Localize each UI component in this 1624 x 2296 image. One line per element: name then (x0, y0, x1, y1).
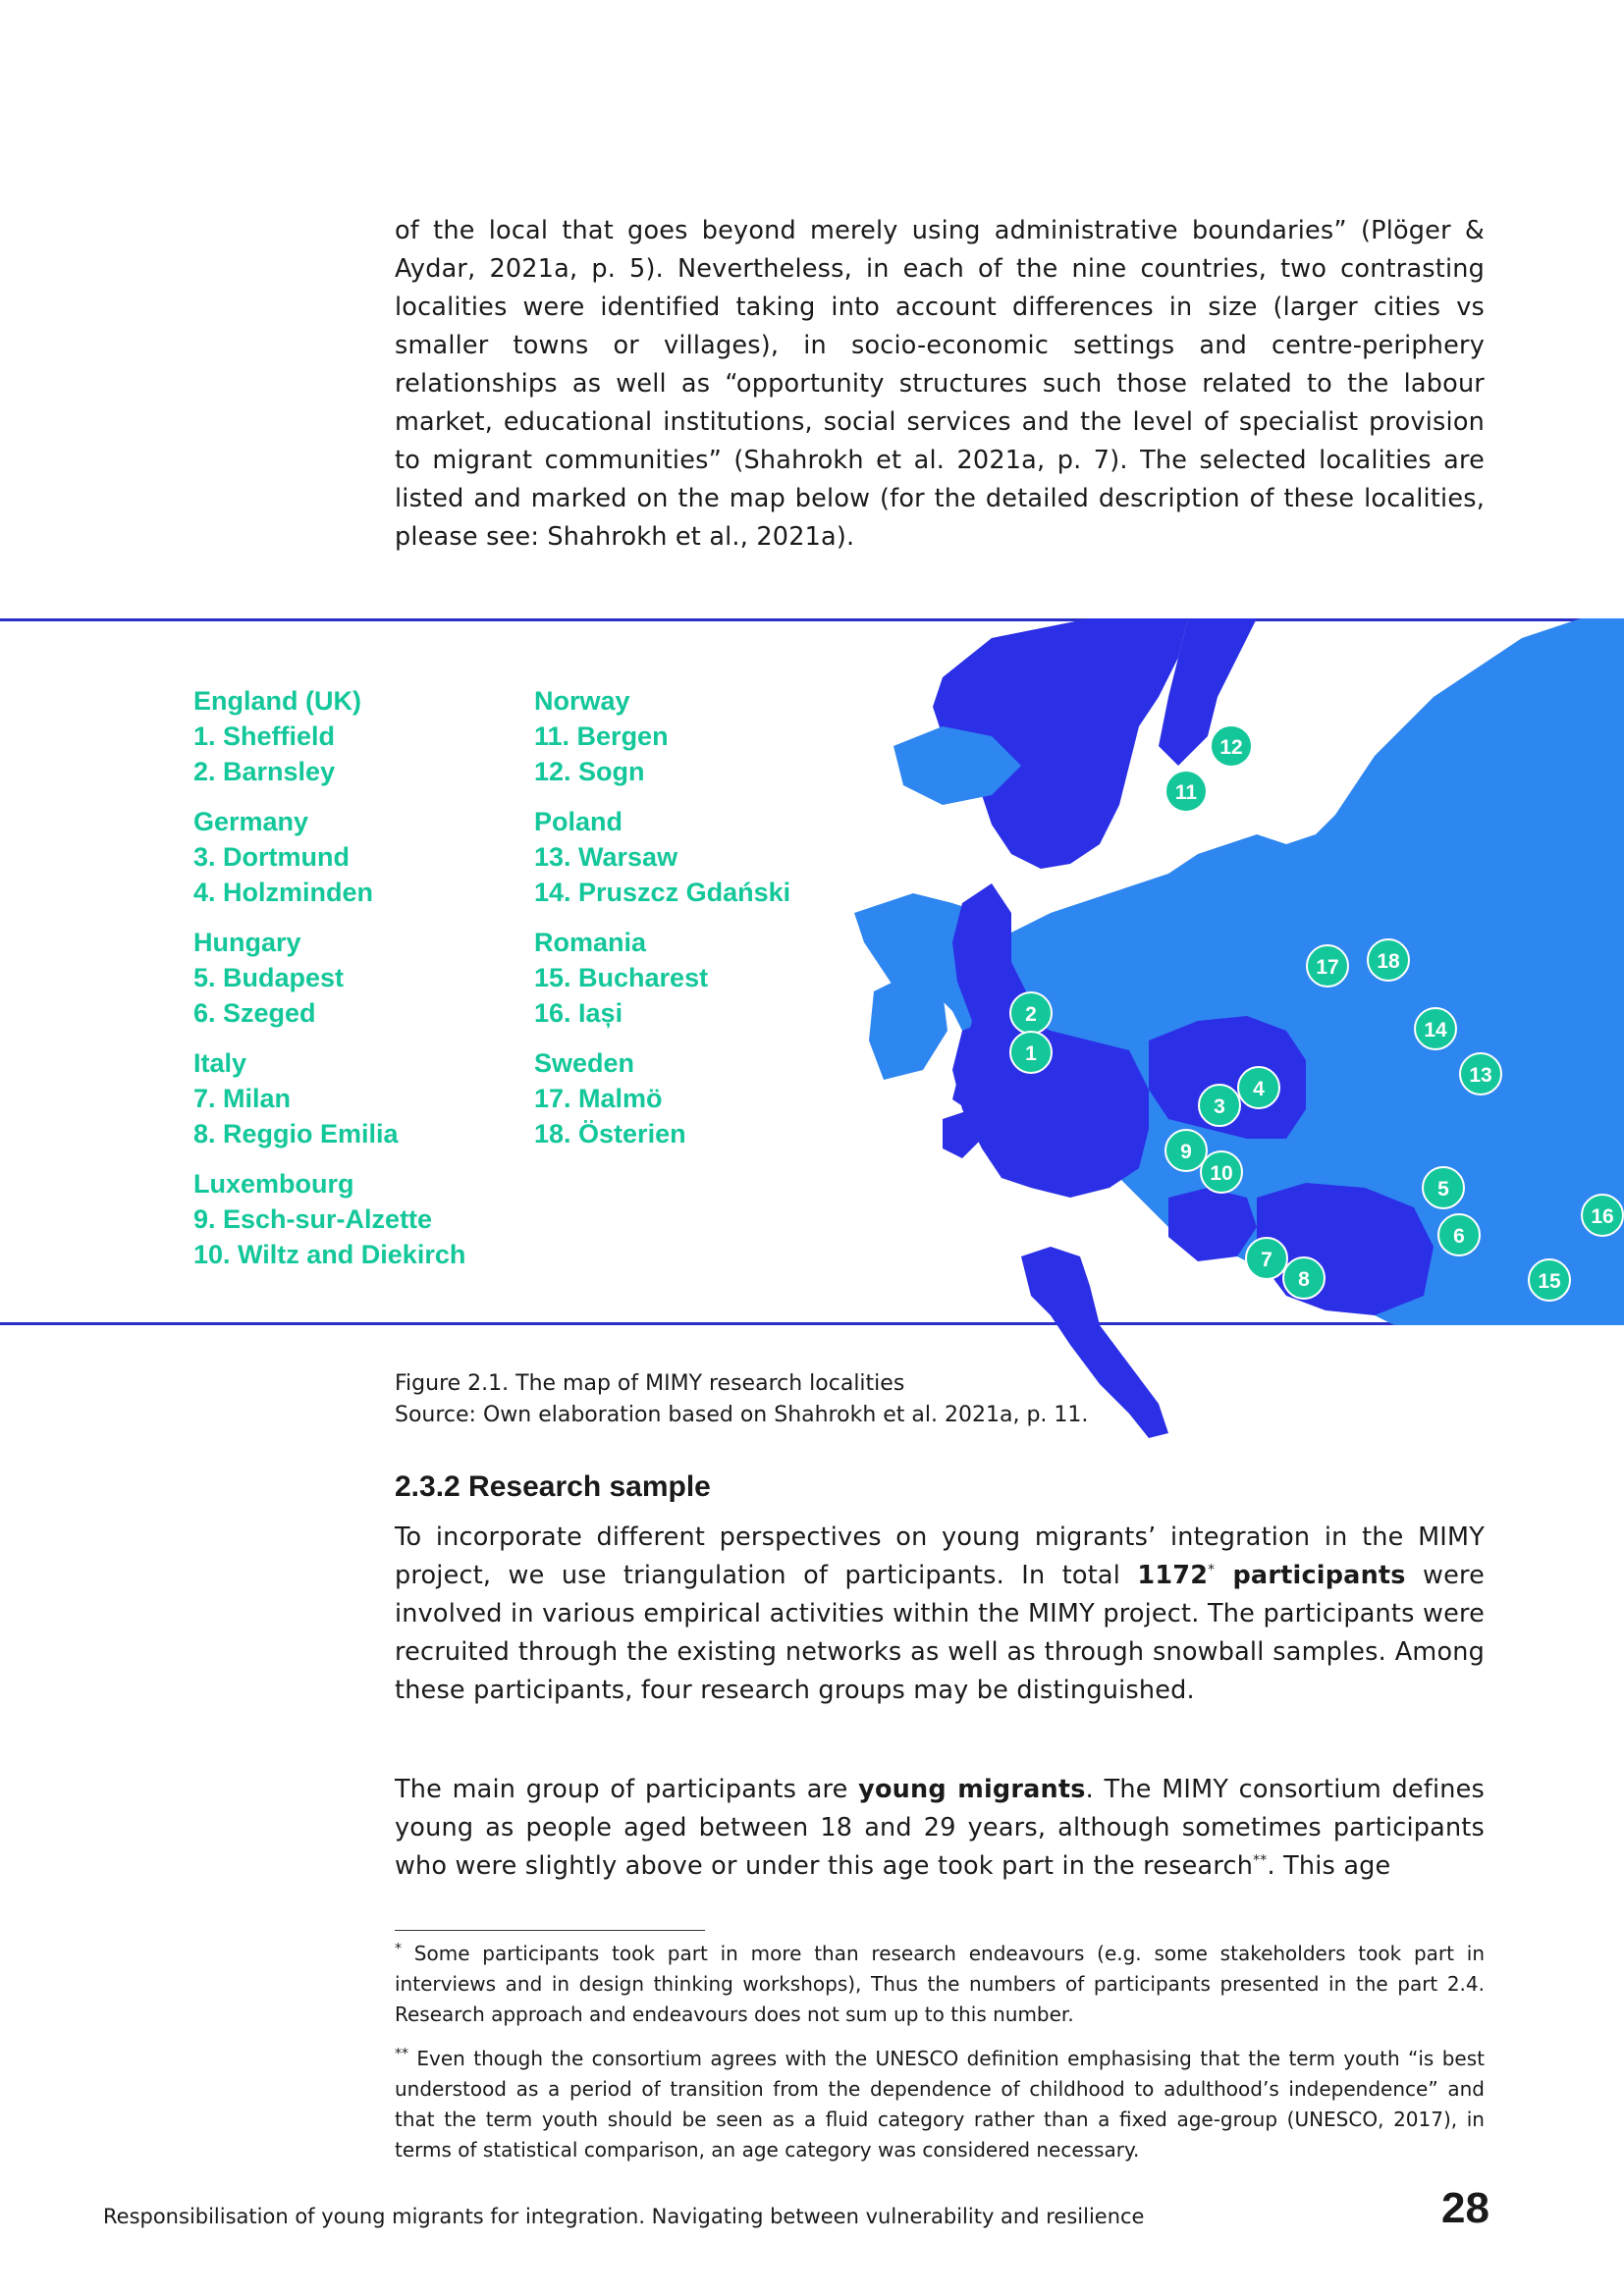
country-label: Italy (193, 1048, 247, 1078)
locality-item: 12. Sogn (534, 757, 645, 786)
map-marker: 12 (1210, 724, 1253, 768)
footnote-2 (395, 2044, 1485, 2165)
locality-group (193, 925, 465, 1031)
map-marker: 1 (1009, 1031, 1053, 1074)
locality-item: 7. Milan (193, 1084, 292, 1113)
footnote-text: Some participants took part in more than research endeavours (e.g. some stakeholders took part in interviews and in design thinking workshops), Thus the numbers of participants presented in the part 2.4. Research approach and endeavours does not sum up to this number. (395, 1942, 1485, 2026)
locality-group (534, 1045, 790, 1151)
map-marker: 5 (1422, 1166, 1465, 1209)
locality-item: 1. Sheffield (193, 721, 336, 751)
running-footer: Responsibilisation of young migrants for integration. Navigating between vulnerability and resilience (103, 2205, 1145, 2228)
locality-group (534, 804, 790, 910)
footnote-ref[interactable]: * (1208, 1562, 1216, 1578)
country-label: England (UK) (193, 686, 361, 716)
intro-paragraph: of the local that goes beyond merely using administrative boundaries” (Plöger & Aydar, 2021a, p. 5). Nevertheless, in each of the nine countries, two contrasting localities were identified taking into account differences in size (larger cities vs smaller towns or villages), in socio-economic settings and centre-periphery relationships as well as “opportunity structures such those related to the labour market, educational institutions, social services and the level of specialist provision to migrant communities” (Shahrokh et al. 2021a, p. 7). The selected localities are listed and marked on the map below (for the detailed description of these localities, please see: Shahrokh et al., 2021a). (395, 216, 1485, 552)
map-marker: 6 (1437, 1213, 1481, 1256)
map-land-iceland (893, 726, 1021, 805)
locality-group (193, 1166, 465, 1272)
locality-item: 5. Budapest (193, 963, 345, 992)
text-run: . The MIMY consortium defines young as people aged between 18 and 29 years, although sometimes participants who were slightly above or under this age took part in the research (395, 1775, 1485, 1881)
text-run: To incorporate different perspectives on young migrants’ integration in the MIMY project, we use triangulation of participants. In total (395, 1522, 1485, 1590)
locality-group (193, 683, 465, 789)
map-marker: 7 (1245, 1237, 1288, 1280)
locality-list-left (193, 683, 465, 1287)
locality-item: 2. Barnsley (193, 757, 336, 786)
figure-caption (395, 1368, 1485, 1431)
locality-group (193, 804, 465, 910)
locality-group (193, 1045, 465, 1151)
map-marker: 10 (1200, 1150, 1243, 1194)
locality-item: 17. Malmö (534, 1084, 663, 1113)
country-label: Luxembourg (193, 1169, 354, 1199)
footnote-divider (395, 1930, 705, 1931)
map-marker: 4 (1237, 1066, 1280, 1109)
british-isles-map (864, 707, 1119, 1139)
map-marker: 3 (1198, 1084, 1241, 1127)
country-label: Norway (534, 686, 630, 716)
text-run: were involved in various empirical activities within the MIMY project. The participants were recruited through the existing networks as well as through snowball samples. Among these participants, four research groups may be distinguished. (395, 1561, 1485, 1705)
caption-title: Figure 2.1. The map of MIMY research localities (395, 1371, 905, 1396)
map-marker: 18 (1367, 938, 1410, 982)
country-label: Sweden (534, 1048, 635, 1078)
locality-item: 4. Holzminden (193, 878, 374, 907)
caption-source: Source: Own elaboration based on Shahrokh et al. 2021a, p. 11. (395, 1403, 1089, 1427)
map-land-ireland (869, 972, 947, 1080)
text-run-bold: young migrants (858, 1775, 1086, 1804)
country-label: Germany (193, 807, 309, 836)
locality-item: 9. Esch-sur-Alzette (193, 1204, 433, 1234)
locality-list-right (534, 683, 790, 1166)
map-marker: 11 (1164, 770, 1208, 813)
footnote-ref[interactable]: ** (1253, 1852, 1268, 1869)
country-label: Hungary (193, 928, 301, 957)
page-number: 28 (1441, 2184, 1489, 2232)
participants-count: 1172 (1137, 1561, 1209, 1590)
locality-item: 15. Bucharest (534, 963, 709, 992)
map-marker: 16 (1581, 1194, 1624, 1237)
locality-item: 8. Reggio Emilia (193, 1119, 399, 1148)
young-migrants-paragraph (395, 1771, 1485, 1886)
locality-item: 6. Szeged (193, 998, 316, 1028)
locality-group (534, 683, 790, 789)
section-heading: 2.3.2 Research sample (395, 1470, 711, 1503)
locality-item: 3. Dortmund (193, 842, 350, 872)
locality-item: 10. Wiltz and Diekirch (193, 1240, 466, 1269)
footnote-text: Even though the consortium agrees with the UNESCO definition emphasising that the term youth “is best understood as a period of transition from the dependence of childhood to adulthood’s independence” and that the term youth should be seen as a fluid category rather than a fixed age-group (UNESCO, 2017), in terms of statistical comparison, an age category was considered necessary. (395, 2047, 1485, 2162)
locality-item: 14. Pruszcz Gdański (534, 878, 791, 907)
locality-item: 18. Österien (534, 1119, 686, 1148)
text-run-bold: participants (1215, 1561, 1406, 1590)
footnote-1 (395, 1939, 1485, 2030)
locality-item: 11. Bergen (534, 721, 669, 751)
map-marker: 2 (1009, 991, 1053, 1035)
locality-group (534, 925, 790, 1031)
map-marker: 14 (1414, 1007, 1457, 1050)
footnote-mark: ** (395, 2046, 408, 2062)
text-run: The main group of participants are (395, 1775, 859, 1804)
map-marker: 17 (1306, 944, 1349, 988)
locality-item: 16. Iași (534, 998, 623, 1028)
map-marker: 8 (1282, 1256, 1326, 1300)
country-label: Romania (534, 928, 647, 957)
footnote-mark: * (395, 1941, 402, 1957)
country-label: Poland (534, 807, 623, 836)
sample-paragraph (395, 1519, 1485, 1710)
map-marker: 9 (1164, 1129, 1208, 1172)
map-marker: 13 (1459, 1052, 1502, 1095)
map-marker: 15 (1528, 1258, 1571, 1302)
text-run: . This age (1267, 1851, 1391, 1881)
locality-item: 13. Warsaw (534, 842, 678, 872)
